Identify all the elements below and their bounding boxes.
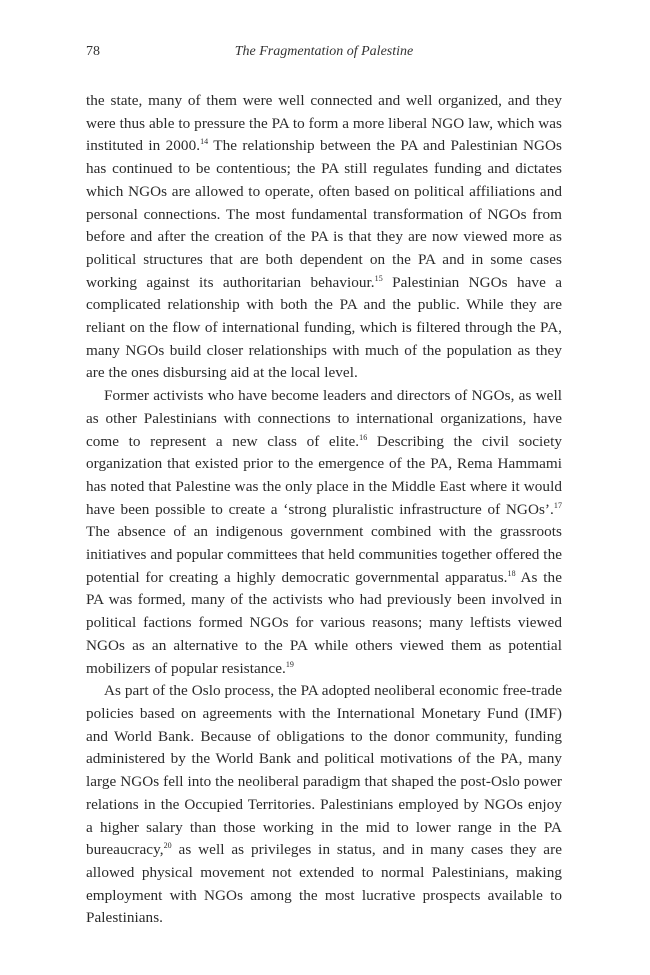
text-run: the state, many of them were well connected and well organized, and they were thus able to pressure the PA to form a more liberal NGO law, which was instituted in 2000. <box>86 92 562 155</box>
text-run: Former activists who have become leaders and directors of NGOs, as well as other Palestinians with connections to international organizations, have come to represent a new class of elite. <box>86 387 562 450</box>
footnote-reference: 15 <box>374 273 383 283</box>
text-run: as well as privileges in status, and in many cases they are allowed physical movement not extended to normal Palestinians, making employment with NGOs among the most lucrative prospects available to Palestinians. <box>86 841 562 927</box>
footnote-reference: 17 <box>553 500 562 510</box>
footnote-reference: 16 <box>359 432 368 442</box>
running-header <box>86 44 562 66</box>
footnote-reference: 14 <box>200 137 209 147</box>
book-page <box>86 44 562 930</box>
text-run: As the PA was formed, many of the activists who had previously been involved in political factions formed NGOs for various reasons; many leftists viewed NGOs as an alternative to the PA while others viewed them as potential mobilizers of popular resistance. <box>86 568 562 677</box>
text-run: The absence of an indigenous government combined with the grassroots initiatives and popular committees that held communities together offered the potential for creating a highly democratic governmental apparatus. <box>86 523 562 586</box>
paragraph <box>86 680 562 930</box>
paragraph <box>86 385 562 680</box>
text-run: Palestinian NGOs have a complicated relationship with both the PA and the public. While they are reliant on the flow of international funding, which is filtered through the PA, many NGOs build closer relationships with much of the population as they are the ones disbursing aid at the local level. <box>86 273 562 382</box>
text-run: The relationship between the PA and Palestinian NGOs has continued to be contentious; the PA still regulates funding and dictates which NGOs are allowed to operate, often based on political affiliations and personal connections. The most fundamental transformation of NGOs from before and after the creation of the PA is that they are now viewed more as political structures that are both dependent on the PA and in some cases working against its authoritarian behaviour. <box>86 137 562 291</box>
footnote-reference: 18 <box>507 568 516 578</box>
text-run: As part of the Oslo process, the PA adopted neoliberal economic free-trade policies based on agreements with the International Monetary Fund (IMF) and World Bank. Because of obligations to the donor community, funding administered by the World Bank and political motivations of the PA, many large NGOs fell into the neoliberal paradigm that shaped the post-Oslo power relations in the Occupied Territories. Palestinians employed by NGOs enjoy a higher salary than those working in the mid to lower range in the PA bureaucracy, <box>86 682 562 859</box>
footnote-reference: 19 <box>285 659 294 669</box>
body-text <box>86 90 562 930</box>
text-run: Describing the civil society organization that existed prior to the emergence of the PA, Rema Hammami has noted that Palestine was the only place in the Middle East where it would have been possible to create a ‘strong pluralistic infrastructure of NGOs’. <box>86 432 563 518</box>
paragraph <box>86 90 562 385</box>
footnote-reference: 20 <box>163 841 172 851</box>
running-title: The Fragmentation of Palestine <box>234 44 414 59</box>
page-number: 78 <box>86 44 100 59</box>
